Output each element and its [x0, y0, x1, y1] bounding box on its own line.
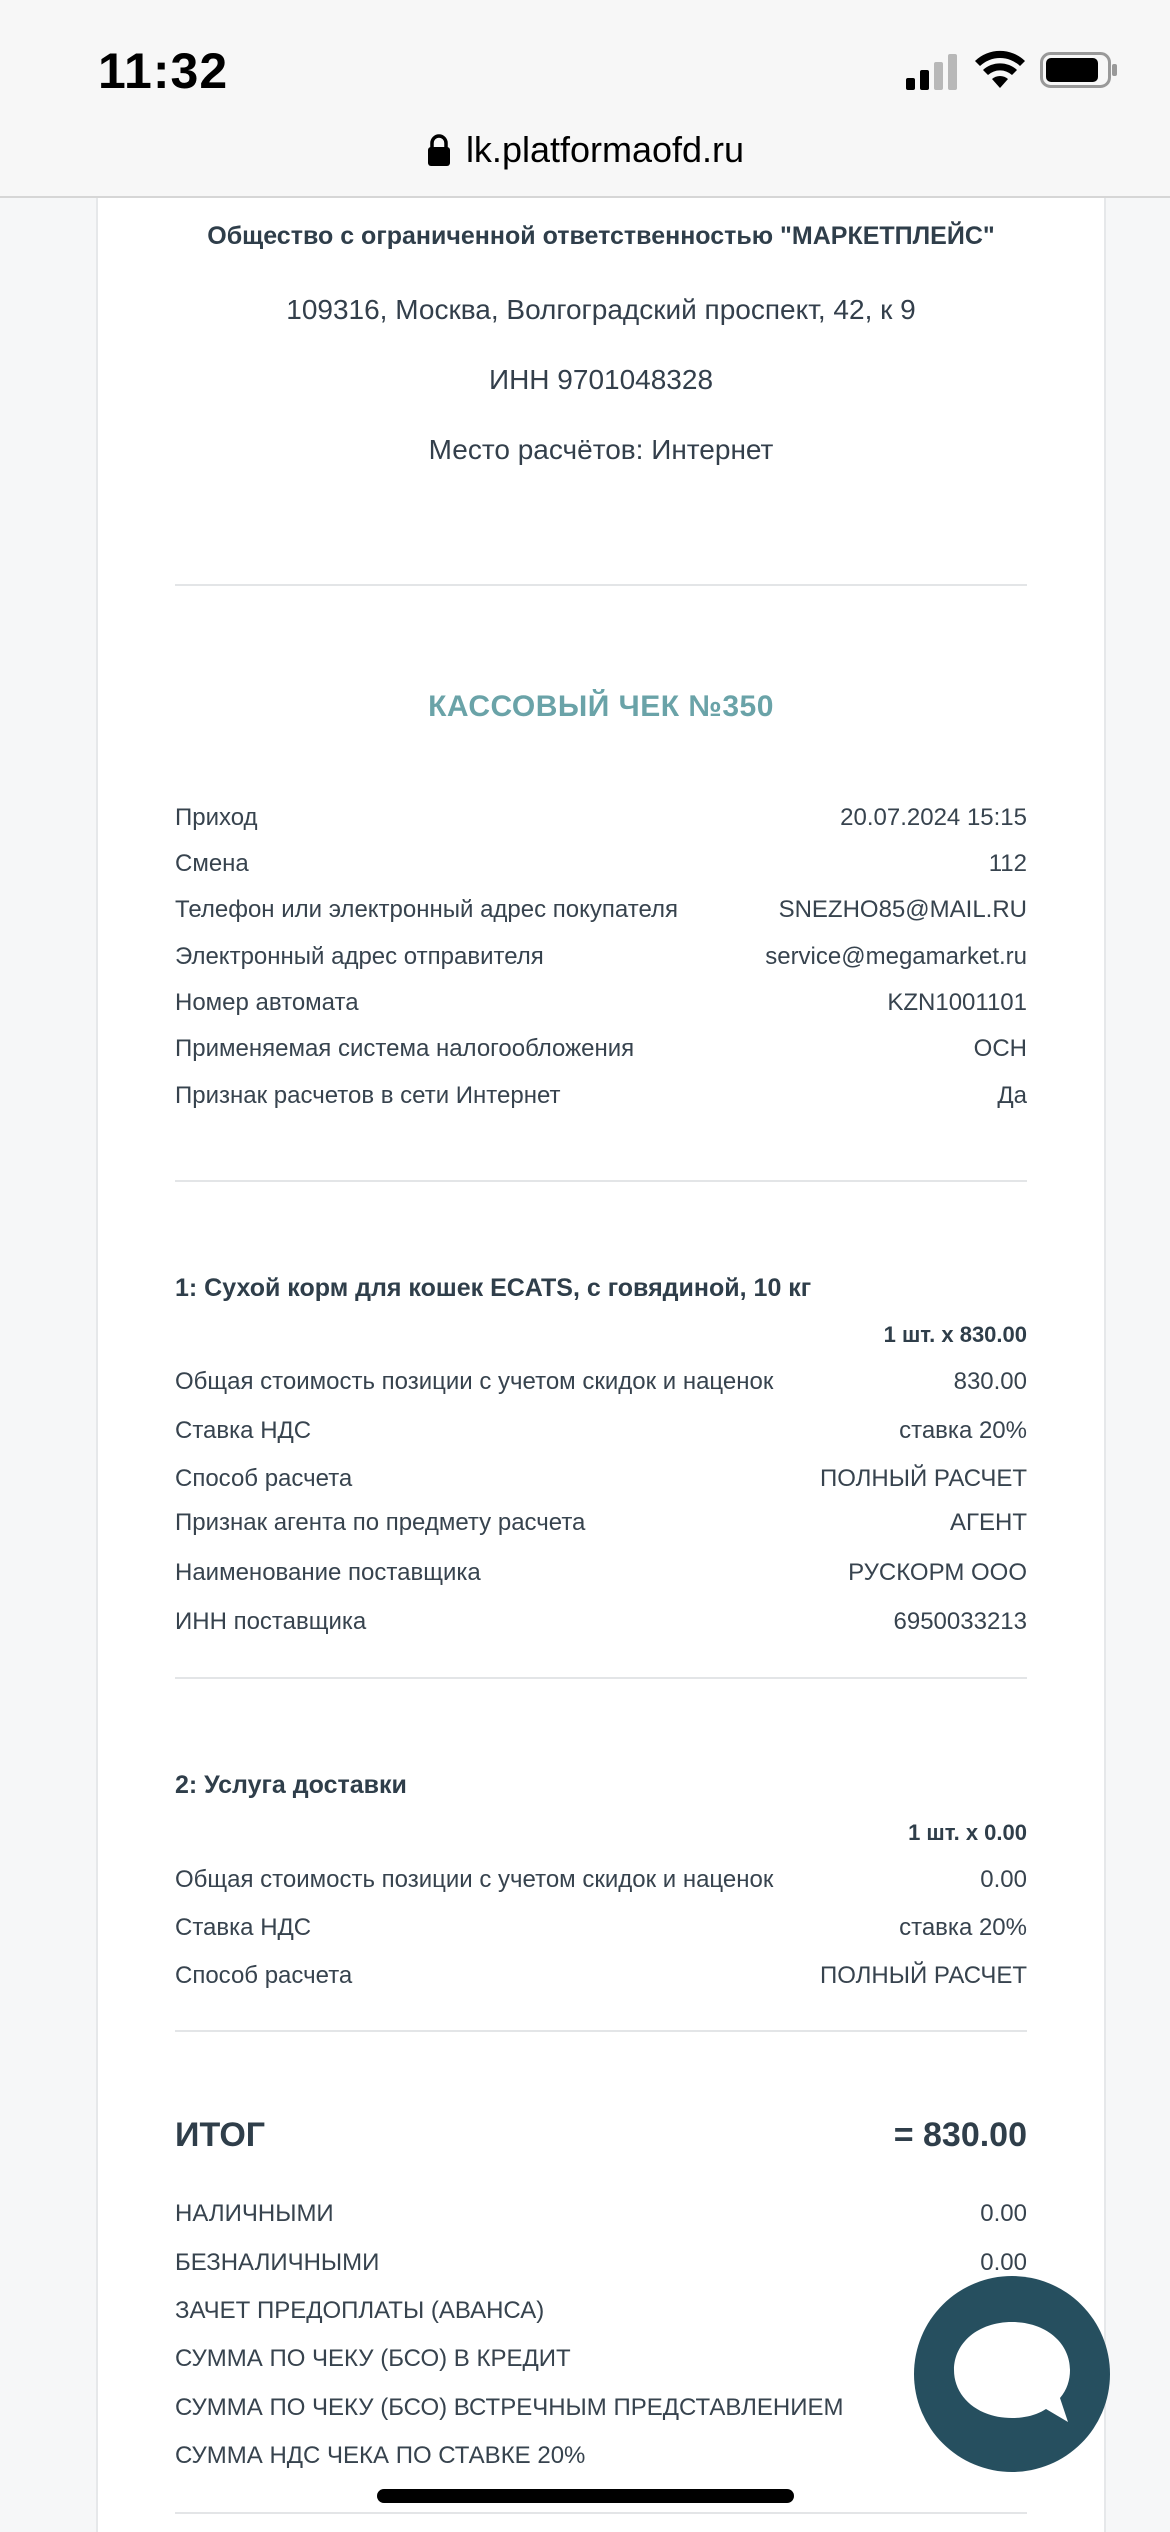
battery-icon [1040, 52, 1118, 88]
divider [175, 584, 1027, 586]
info-label: Признак расчетов в сети Интернет [175, 1082, 561, 1109]
item-row-label: Общая стоимость позиции с учетом скидок и наценок [175, 1368, 774, 1395]
divider [175, 2030, 1027, 2032]
item-row-label: Ставка НДС [175, 1417, 312, 1444]
item-quantity: 1 шт. x 830.00 [883, 1322, 1027, 1347]
lock-icon [426, 133, 452, 167]
item-row-label: Способ расчета [175, 1962, 353, 1989]
home-indicator [377, 2489, 794, 2503]
payment-label: ЗАЧЕТ ПРЕДОПЛАТЫ (АВАНСА) [175, 2297, 545, 2324]
payment-row [175, 2438, 1027, 2474]
payment-row [175, 2245, 1027, 2281]
item-row [175, 1505, 1027, 1541]
total-row [175, 2110, 1027, 2160]
item-row [175, 1364, 1027, 1400]
info-row [175, 939, 1027, 975]
info-value: service@megamarket.ru [765, 943, 1027, 970]
total-value: = 830.00 [893, 2115, 1027, 2154]
info-label: Применяемая система налогообложения [175, 1035, 635, 1062]
info-value: SNEZHO85@MAIL.RU [778, 896, 1027, 923]
wifi-icon [974, 50, 1026, 90]
organization-address: 109316, Москва, Волгоградский проспект, 42, к 9 [286, 294, 916, 325]
item-row-value: ставка 20% [899, 1417, 1027, 1444]
item-row [175, 1862, 1027, 1898]
address-bar[interactable] [0, 124, 1170, 176]
item-row-value: 830.00 [953, 1368, 1027, 1395]
item-row [175, 1958, 1027, 1994]
status-time: 11:32 [98, 43, 229, 99]
payment-value: 0.00 [980, 2200, 1027, 2227]
item-row-label: Общая стоимость позиции с учетом скидок и наценок [175, 1866, 774, 1893]
info-value: ОСН [973, 1035, 1027, 1062]
info-row [175, 892, 1027, 928]
info-value: 20.07.2024 15:15 [840, 804, 1027, 831]
url-text: lk.platformaofd.ru [465, 129, 745, 170]
item-row-value: 0.00 [980, 1866, 1027, 1893]
info-label: Телефон или электронный адрес покупателя [175, 896, 678, 923]
item-row-value: ставка 20% [899, 1914, 1027, 1941]
item-row [175, 1413, 1027, 1449]
total-label: ИТОГ [175, 2115, 266, 2154]
chat-bubble-icon [946, 2316, 1078, 2432]
browser-top-bar [0, 0, 1170, 198]
info-row [175, 1078, 1027, 1114]
info-label: Смена [175, 850, 249, 877]
item-row [175, 1461, 1027, 1497]
payment-row [175, 2293, 1027, 2329]
item-row-value: ПОЛНЫЙ РАСЧЕТ [820, 1465, 1027, 1492]
payment-label: СУММА ПО ЧЕКУ (БСО) В КРЕДИТ [175, 2345, 571, 2372]
item-row-label: Способ расчета [175, 1465, 353, 1492]
item-quantity: 1 шт. x 0.00 [908, 1820, 1027, 1845]
payment-label: СУММА НДС ЧЕКА ПО СТАВКЕ 20% [175, 2442, 586, 2469]
divider [175, 1677, 1027, 1679]
payment-row [175, 2196, 1027, 2232]
payment-label: БЕЗНАЛИЧНЫМИ [175, 2249, 380, 2276]
item-row-value: АГЕНТ [949, 1509, 1027, 1536]
item-row-value: 6950033213 [893, 1608, 1027, 1635]
organization-name: Общество с ограниченной ответственностью "МАРКЕТПЛЕЙС" [207, 222, 995, 250]
payment-row [175, 2341, 1027, 2377]
info-value: KZN1001101 [887, 989, 1027, 1016]
payment-label: СУММА ПО ЧЕКУ (БСО) ВСТРЕЧНЫМ ПРЕДСТАВЛЕНИЕМ [175, 2394, 844, 2421]
info-row [175, 1031, 1027, 1067]
item-row-value: РУСКОРМ ООО [848, 1559, 1027, 1586]
info-label: Номер автомата [175, 989, 359, 1016]
info-row [175, 985, 1027, 1021]
info-row [175, 800, 1027, 836]
item-row-label: ИНН поставщика [175, 1608, 367, 1635]
cellular-signal-icon [906, 52, 960, 92]
item-row-value: ПОЛНЫЙ РАСЧЕТ [820, 1962, 1027, 1989]
payment-row [175, 2390, 1027, 2426]
item-row [175, 1604, 1027, 1640]
settlement-place: Место расчётов: Интернет [428, 434, 774, 465]
info-row [175, 846, 1027, 882]
payment-value: 0.00 [980, 2249, 1027, 2276]
info-value: 112 [988, 850, 1027, 877]
item-title: 1: Сухой корм для кошек ECATS, с говядиной, 10 кг [175, 1274, 812, 1302]
divider [175, 1180, 1027, 1182]
item-row [175, 1555, 1027, 1591]
receipt-title: КАССОВЫЙ ЧЕК №350 [428, 690, 774, 723]
item-title: 2: Услуга доставки [175, 1771, 407, 1799]
item-row-label: Ставка НДС [175, 1914, 312, 1941]
item-row [175, 1910, 1027, 1946]
item-row-label: Наименование поставщика [175, 1559, 481, 1586]
info-label: Электронный адрес отправителя [175, 943, 544, 970]
chat-button[interactable] [914, 2276, 1110, 2472]
payment-label: НАЛИЧНЫМИ [175, 2200, 334, 2227]
info-label: Приход [175, 804, 258, 831]
organization-inn: ИНН 9701048328 [488, 364, 714, 395]
info-value: Да [997, 1082, 1027, 1109]
item-row-label: Признак агента по предмету расчета [175, 1509, 586, 1536]
divider [175, 2512, 1027, 2514]
